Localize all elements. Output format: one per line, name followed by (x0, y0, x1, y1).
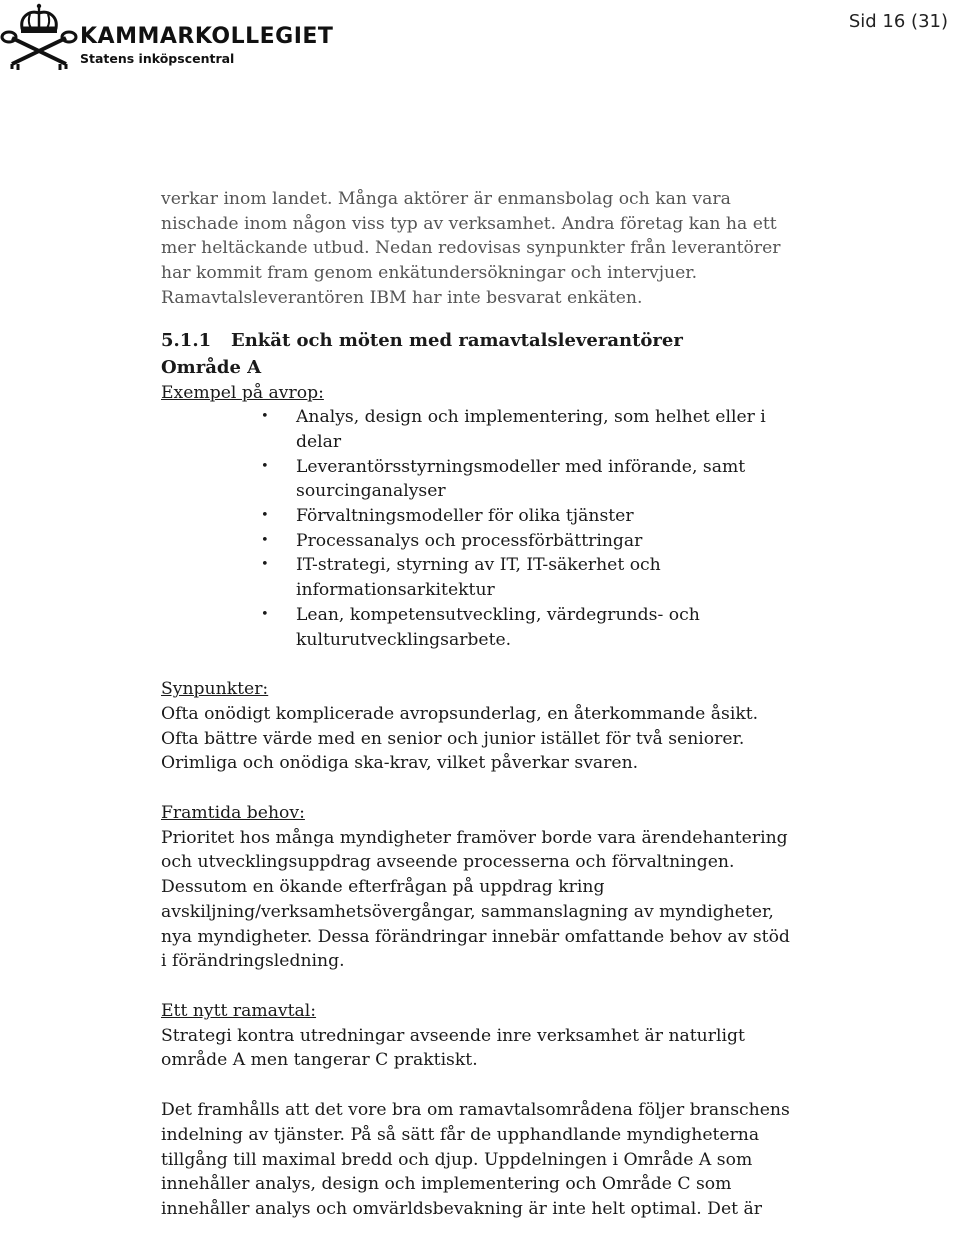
text-line: innehåller analys och omvärldsbevakning är inte helt optimal. Det är (161, 1198, 762, 1219)
text-line: tillgång till maximal bredd och djup. Uppdelningen i Område A som (161, 1149, 753, 1170)
list-item: • Processanalys och processförbättringar (296, 529, 816, 554)
text-line: Ofta onödigt komplicerade avropsunderlag, en återkommande åsikt. (161, 703, 759, 724)
section-number: 5.1.1 (161, 329, 212, 351)
intro-paragraph (161, 187, 831, 311)
text-line: mer heltäckande utbud. Nedan redovisas synpunkter från leverantörer (161, 238, 781, 259)
crown-keys-emblem-icon (0, 2, 78, 70)
logo-subtitle: Statens inköpscentral (80, 51, 235, 66)
examples-label: Exempel på avrop: (161, 382, 324, 403)
list-item: • Analys, design och implementering, som helhet eller i delar (296, 405, 816, 454)
list-item: • IT-strategi, styrning av IT, IT-säkerhet och informationsarkitektur (296, 553, 816, 602)
text-line: Det framhålls att det vore bra om ramavtalsområdena följer branschens (161, 1100, 790, 1121)
text-line: område A men tangerar C praktiskt. (161, 1050, 478, 1071)
text-line: Ofta bättre värde med en senior och junior istället för två seniorer. (161, 728, 745, 749)
text-line: Prioritet hos många myndigheter framöver borde vara ärendehantering (161, 827, 788, 848)
text-line: Dessutom en ökande efterfrågan på uppdrag kring (161, 877, 605, 898)
page-header (0, 0, 960, 80)
list-item: • Lean, kompetensutveckling, värdegrunds- och kulturutvecklingsarbete. (296, 603, 816, 652)
synpunkter-label: Synpunkter: (161, 679, 269, 700)
text-line: verkar inom landet. Många aktörer är enmansbolag och kan vara (161, 189, 731, 209)
text-line: Ramavtalsleverantören IBM har inte besvarat enkäten. (161, 287, 643, 308)
text-line: och utvecklingsuppdrag avseende processerna och förvaltningen. (161, 852, 735, 873)
text-line: innehåller analys, design och implementering och Område C som (161, 1174, 732, 1195)
kammarkollegiet-logo (0, 2, 334, 72)
list-item: • Leverantörsstyrningsmodeller med införande, samt sourcinganalyser (296, 455, 816, 504)
list-item: • Förvaltningsmodeller för olika tjänster (296, 504, 816, 529)
text-line: nya myndigheter. Dessa förändringar innebär omfattande behov av stöd (161, 926, 790, 947)
text-line: i förändringsledning. (161, 951, 345, 972)
page-number: Sid 16 (31) (848, 11, 948, 32)
ramavtal-label: Ett nytt ramavtal: (161, 1000, 317, 1021)
text-line: indelning av tjänster. På så sätt får de upphandlande myndigheterna (161, 1124, 760, 1145)
text-line: har kommit fram genom enkätundersökningar och intervjuer. (161, 263, 698, 284)
section-title: Enkät och möten med ramavtalsleverantörer (231, 329, 683, 351)
examples-list (161, 405, 816, 652)
document-body (161, 187, 951, 1222)
text-line: nischade inom någon viss typ av verksamhet. Andra företag kan ha ett (161, 213, 777, 234)
area-heading: Område A (161, 356, 262, 378)
framtida-label: Framtida behov: (161, 803, 305, 824)
section-heading (161, 327, 951, 355)
text-line: Orimliga och onödiga ska-krav, vilket påverkar svaren. (161, 753, 639, 774)
logo-name: KAMMARKOLLEGIET (80, 24, 334, 49)
text-line: avskiljning/verksamhetsövergångar, sammanslagning av myndigheter, (161, 901, 774, 922)
text-line: Strategi kontra utredningar avseende inre verksamhet är naturligt (161, 1025, 745, 1046)
